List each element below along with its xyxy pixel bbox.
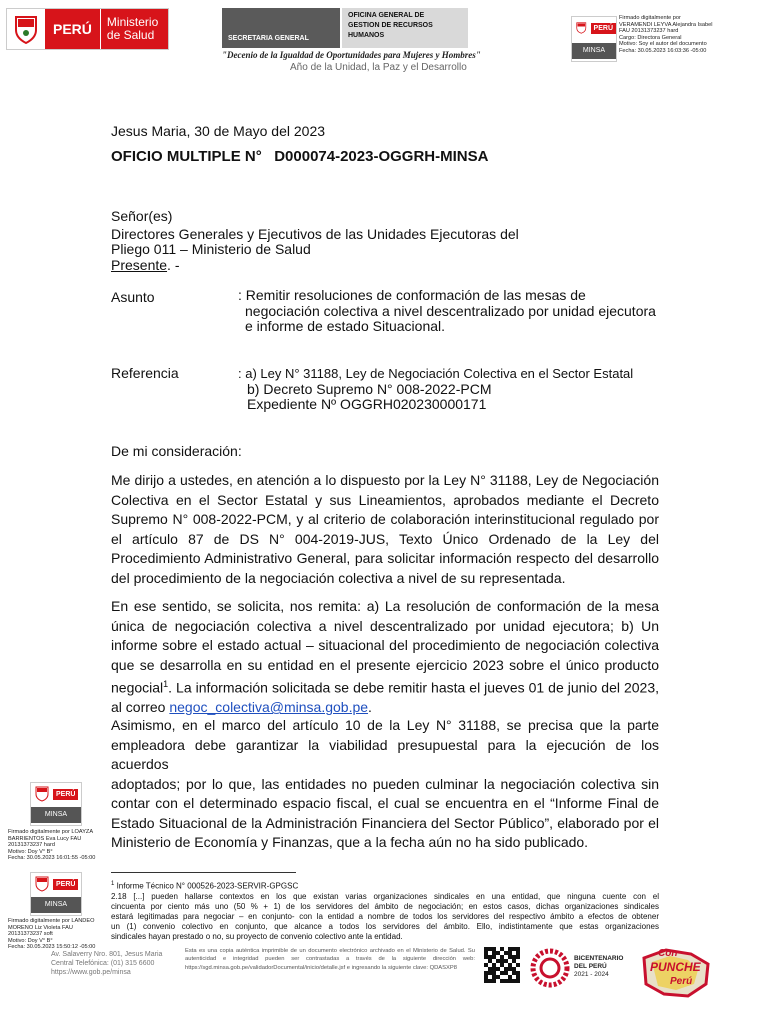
referencia-label: Referencia [111, 365, 179, 381]
secretaria-general-block: SECRETARIA GENERAL [222, 8, 340, 48]
signature-text-top: Firmado digitalmente por VERAMENDI LEYVA Alejandra Isabel FAU 20131373237 hard Cargo: Directora General Motivo: Soy el autor del documento Fecha: 30.05.2023 16:03:36 -05:00 [619, 15, 713, 54]
oficina-block: OFICINA GENERAL DE GESTION DE RECURSOS HUMANOS [342, 8, 468, 48]
footnote-rule [111, 872, 296, 873]
salutation-senores: Señor(es) [111, 208, 173, 224]
verification-text: Esta es una copia auténtica imprimible de un documento electrónico archivado en el Ministerio de Salud. Su autenticidad e integridad pueden ser contrastadas a través de la siguiente dirección web: https://sgd.minsa.gob.pe/validadorDocumental/inicio/detalle.jsf e ingresando la siguiente clave: QDASXP8 [185, 948, 475, 971]
letter-date: Jesus Maria, 30 de Mayo del 2023 [111, 123, 326, 139]
recipient-line-2: Pliego 011 – Ministerio de Salud [111, 241, 311, 257]
decenio-line: "Decenio de la Igualdad de Oportunidades para Mujeres y Hombres" [222, 50, 481, 60]
minsa-label: MINSA [31, 807, 81, 823]
coat-of-arms-icon [35, 786, 49, 802]
qr-code-icon[interactable] [484, 947, 522, 985]
peru-label: PERÚ [45, 9, 100, 49]
coat-of-arms-icon [576, 20, 587, 36]
minsa-label: MINSA [572, 43, 616, 59]
ministry-logo [6, 8, 169, 50]
greeting: De mi consideración: [111, 443, 242, 459]
asunto-text: : Remitir resoluciones de conformación de las mesas de negociación colectiva a nivel descentralizado por unidad ejecutora e informe de estado Situacional. [238, 287, 656, 334]
peru-label: PERÚ [53, 879, 78, 890]
footnote-marker: 1 [163, 679, 169, 689]
bicentenario-emblem-icon [530, 948, 570, 988]
coat-of-arms-icon [35, 876, 49, 892]
signature-stamp-left-1 [30, 782, 82, 826]
footnote: $^1$ Informe Técnico N° 000526-2023-SERVIR-GPGSC 2.18 [...] pueden hallarse contextos en los que existan varias organizaciones sindicales en una entidad, que ninguna cuente con el cincuenta por ciento más uno (50 % + 1) de los servidores del ámbito de negociación; en estos casos, dichas organizaciones sindicales estará legitimadas para negociar – en conjunto- con la entidad a nombre de todos los servidores del respectivo ámbito a efectos de obtener un (1) convenio colectivo en conjunto, que alcance a todos los servidores del ámbito. Ello, indistintamente que estas organizaciones sindicales hayan prestado o no, su proyecto de convenio colectivo ante la entidad. [111, 881, 659, 941]
asunto-label: Asunto [111, 289, 155, 305]
website-link[interactable]: https://www.gob.pe/minsa [51, 969, 131, 976]
email-link[interactable]: negoc_colectiva@minsa.gob.pe [169, 699, 369, 716]
signature-text-left-1: Firmado digitalmente por LOAYZA BARRIENTOS Eva Lucy FAU 20131373237 hard Motivo: Doy V° B° Fecha: 30.05.2023 16:01:55 -05:00 [8, 829, 96, 861]
footer-address: Av. Salaverry Nro. 801, Jesus Maria Central Telefónica: (01) 315 6600 https://www.gob.pe/minsa [51, 951, 163, 976]
paragraph-2: En ese sentido, se solicita, nos remita: a) La resolución de conformación de la mesa única de negociación colectiva a nivel descentralizado por unidad ejecutora; b) Un informe sobre el estado actual – situacional del procedimiento de negociación colectiva que se desarrolla en su entidad en el presente ejercicio 2023 sobre el único producto negocial$^1$. La información solicitada se debe remitir hasta el jueves 01 de junio del 2023, al correo negoc_colectiva@minsa.gob.pe. [111, 598, 659, 716]
minsa-label: MINSA [31, 897, 81, 913]
con-punche-peru-logo: Con PUNCHE Perú [636, 944, 716, 1000]
coat-of-arms-icon [7, 9, 45, 49]
recipient-line-1: Directores Generales y Ejecutivos de las Unidades Ejecutoras del [111, 226, 519, 242]
presente-line: Presente. - [111, 257, 180, 273]
signature-stamp-left-2 [30, 872, 82, 916]
bicentenario-text: BICENTENARIO DEL PERÚ 2021 - 2024 [574, 955, 624, 978]
signature-stamp-top [571, 16, 617, 62]
peru-label: PERÚ [53, 789, 78, 800]
ministry-name: Ministerio de Salud [100, 9, 168, 49]
peru-label: PERÚ [591, 23, 616, 34]
signature-text-left-2: Firmado digitalmente por LANDEO MORENO Liz Violeta FAU 20131373237 soft Motivo: Doy V° B° Fecha: 30.05.2023 15:50:12 -05:00 [8, 918, 96, 950]
oficio-number: OFICIO MULTIPLE N° D000074-2023-OGGRH-MINSA [111, 148, 489, 165]
paragraph-1: Me dirijo a ustedes, en atención a lo dispuesto por la Ley N° 31188, Ley de Negociación Colectiva en el Sector Estatal y sus Lineamientos, aprobados mediante el Decreto Supremo N° 008-2022-PCM, y al criterio de colaboración interinstitucional regulado por el artículo 87 de DS N° 004-2019-JUS, Texto Único Ordenado de la Ley del Procedimiento Administrativo General, para solicitar información respecto del desarrollo del procedimiento de la negociación colectiva a nivel de su representada. [111, 472, 659, 586]
referencia-text: : a) Ley N° 31188, Ley de Negociación Colectiva en el Sector Estatal b) Decreto Supremo N° 008-2022-PCM Expediente Nº OGGRH020230000171 [238, 366, 634, 412]
paragraph-3: Asimismo, en el marco del artículo 10 de la Ley N° 31188, se precisa que la parte empleadora debe garantizar la viabilidad presupuestal para la ejecución de los acuerdos adoptados; por lo que, las entidades no pueden culminar la negociación colectiva sin contar con el determinado espacio fiscal, el cual se encuentra en el “Informe Final de Estado Situacional de la Administración Financiera del Sector Público”, elaborado por el Ministerio de Economía y Finanzas, que a la fecha aún no ha sido publicado. [111, 717, 659, 850]
anio-line: Año de la Unidad, la Paz y el Desarrollo [290, 62, 467, 73]
